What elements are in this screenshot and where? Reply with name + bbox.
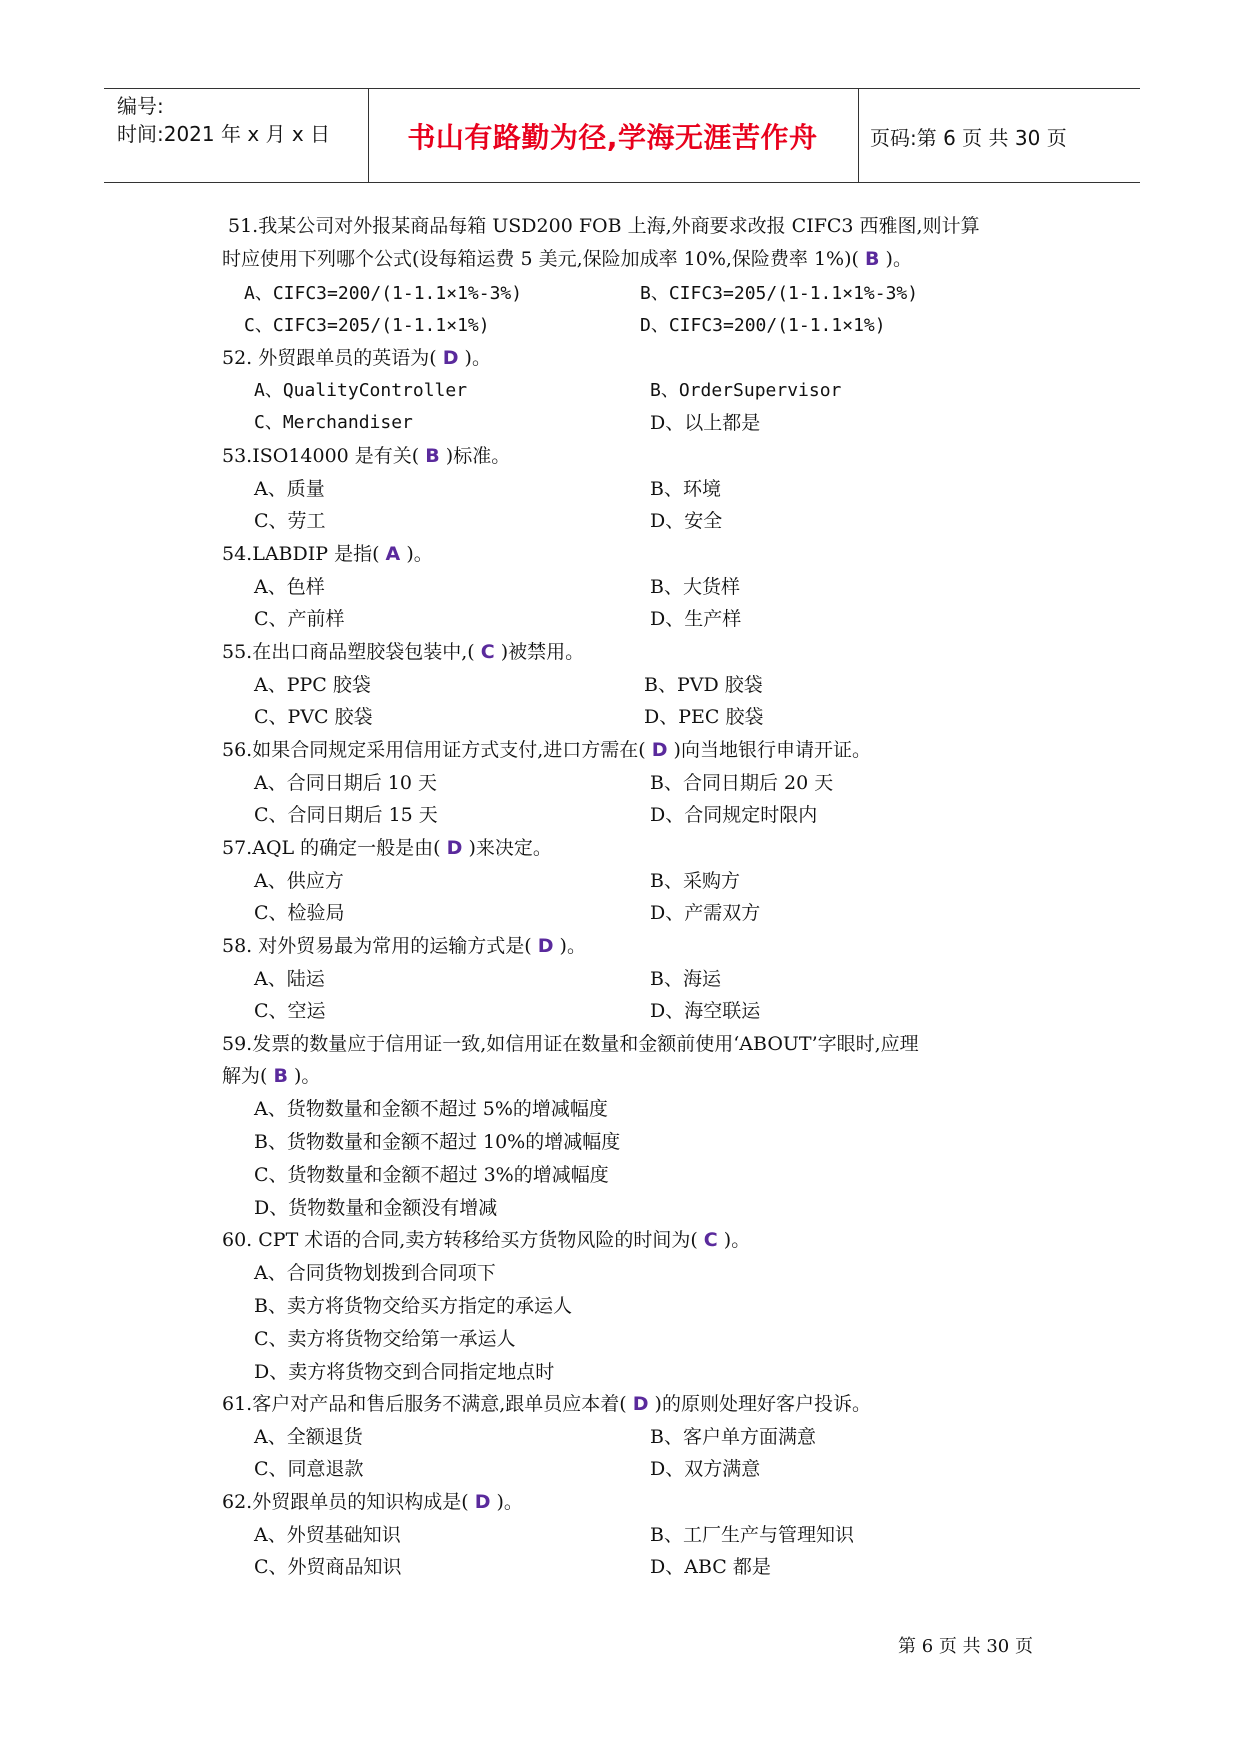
option-55-b: B、PVD 胶袋: [644, 674, 763, 696]
header-top-rule: [104, 88, 1140, 89]
option-55-d: D、PEC 胶袋: [644, 706, 764, 728]
option-52-c: C、Merchandiser: [254, 412, 413, 433]
option-54-b: B、大货样: [650, 576, 740, 598]
option-54-c: C、产前样: [254, 608, 345, 630]
question-59-stem-line2: 解为( B )。: [222, 1065, 321, 1087]
option-58-a: A、陆运: [254, 968, 325, 990]
header-bottom-rule: [104, 182, 1140, 183]
option-56-d: D、合同规定时限内: [650, 804, 818, 826]
option-60-d: D、卖方将货物交到合同指定地点时: [254, 1361, 555, 1383]
answer-58: D: [537, 935, 554, 957]
option-58-d: D、海空联运: [650, 1000, 761, 1022]
question-55: 55.在出口商品塑胶袋包装中,( C )被禁用。: [222, 641, 585, 663]
question-56: 56.如果合同规定采用信用证方式支付,进口方需在( D )向当地银行申请开证。: [222, 739, 871, 761]
option-57-c: C、检验局: [254, 902, 345, 924]
option-53-b: B、环境: [650, 478, 721, 500]
option-51-d: D、CIFC3=200/(1-1.1×1%): [640, 315, 886, 336]
option-51-b: B、CIFC3=205/(1-1.1×1%-3%): [640, 283, 919, 304]
question-51-stem-line2: 时应使用下列哪个公式(设每箱运费 5 美元,保险加成率 10%,保险费率 1%)( B )。: [222, 248, 912, 270]
question-54: 54.LABDIP 是指( A )。: [222, 543, 433, 565]
answer-53: B: [425, 445, 440, 467]
option-62-d: D、ABC 都是: [650, 1556, 771, 1578]
option-58-c: C、空运: [254, 1000, 326, 1022]
question-57: 57.AQL 的确定一般是由( D )来决定。: [222, 837, 552, 859]
option-60-c: C、卖方将货物交给第一承运人: [254, 1328, 516, 1350]
question-51-stem-line1: 51.我某公司对外报某商品每箱 USD200 FOB 上海,外商要求改报 CIFC3 西雅图,则计算: [228, 215, 980, 237]
option-61-a: A、全额退货: [254, 1426, 363, 1448]
answer-54: A: [385, 543, 401, 565]
header-meta: [117, 92, 330, 148]
page-footer: 第 6 页 共 30 页: [898, 1636, 1033, 1657]
number-label: 编号:: [117, 94, 164, 118]
answer-59: B: [273, 1065, 288, 1087]
option-52-d: D、以上都是: [650, 412, 761, 434]
question-52: 52. 外贸跟单员的英语为( D )。: [222, 347, 491, 369]
option-54-a: A、色样: [254, 576, 325, 598]
option-61-b: B、客户单方面满意: [650, 1426, 816, 1448]
option-51-a: A、CIFC3=200/(1-1.1×1%-3%): [244, 283, 523, 304]
option-60-a: A、合同货物划拨到合同项下: [254, 1262, 496, 1284]
option-52-b: B、OrderSupervisor: [650, 380, 842, 401]
answer-56: D: [651, 739, 668, 761]
header-page-label: 页码:第 6 页 共 30 页: [870, 126, 1067, 150]
option-62-c: C、外贸商品知识: [254, 1556, 402, 1578]
header-divider-right: [858, 88, 859, 182]
header-divider-left: [368, 88, 369, 182]
header-motto: 书山有路勤为径,学海无涯苦作舟: [407, 121, 818, 154]
option-61-d: D、双方满意: [650, 1458, 761, 1480]
option-59-a: A、货物数量和金额不超过 5%的增减幅度: [254, 1098, 608, 1120]
question-62: 62.外贸跟单员的知识构成是( D )。: [222, 1491, 523, 1513]
option-62-a: A、外贸基础知识: [254, 1524, 401, 1546]
option-52-a: A、QualityController: [254, 380, 468, 401]
answer-51: B: [865, 248, 880, 270]
question-59-stem-line1: 59.发票的数量应于信用证一致,如信用证在数量和金额前使用‘ABOUT’字眼时,应理: [222, 1033, 919, 1055]
question-61: 61.客户对产品和售后服务不满意,跟单员应本着( D )的原则处理好客户投诉。: [222, 1393, 871, 1415]
option-54-d: D、生产样: [650, 608, 742, 630]
option-53-a: A、质量: [254, 478, 325, 500]
option-55-a: A、PPC 胶袋: [254, 674, 371, 696]
option-57-b: B、采购方: [650, 870, 740, 892]
question-53: 53.ISO14000 是有关( B )标准。: [222, 445, 511, 467]
option-51-c: C、CIFC3=205/(1-1.1×1%): [244, 315, 490, 336]
option-56-c: C、合同日期后 15 天: [254, 804, 438, 826]
answer-61: D: [632, 1393, 649, 1415]
option-56-a: A、合同日期后 10 天: [254, 772, 437, 794]
option-57-d: D、产需双方: [650, 902, 761, 924]
option-53-c: C、劳工: [254, 510, 326, 532]
option-62-b: B、工厂生产与管理知识: [650, 1524, 854, 1546]
option-59-d: D、货物数量和金额没有增减: [254, 1197, 498, 1219]
answer-55: C: [480, 641, 495, 663]
option-58-b: B、海运: [650, 968, 721, 990]
option-53-d: D、安全: [650, 510, 723, 532]
question-58: 58. 对外贸易最为常用的运输方式是( D )。: [222, 935, 586, 957]
answer-52: D: [442, 347, 459, 369]
time-label: 时间:2021 年 x 月 x 日: [117, 122, 331, 146]
answer-62: D: [474, 1491, 491, 1513]
option-55-c: C、PVC 胶袋: [254, 706, 373, 728]
option-57-a: A、供应方: [254, 870, 344, 892]
option-59-b: B、货物数量和金额不超过 10%的增减幅度: [254, 1131, 621, 1153]
question-60: 60. CPT 术语的合同,卖方转移给买方货物风险的时间为( C )。: [222, 1229, 751, 1251]
option-56-b: B、合同日期后 20 天: [650, 772, 834, 794]
answer-57: D: [446, 837, 463, 859]
option-59-c: C、货物数量和金额不超过 3%的增减幅度: [254, 1164, 609, 1186]
answer-60: C: [703, 1229, 718, 1251]
option-61-c: C、同意退款: [254, 1458, 364, 1480]
option-60-b: B、卖方将货物交给买方指定的承运人: [254, 1295, 572, 1317]
